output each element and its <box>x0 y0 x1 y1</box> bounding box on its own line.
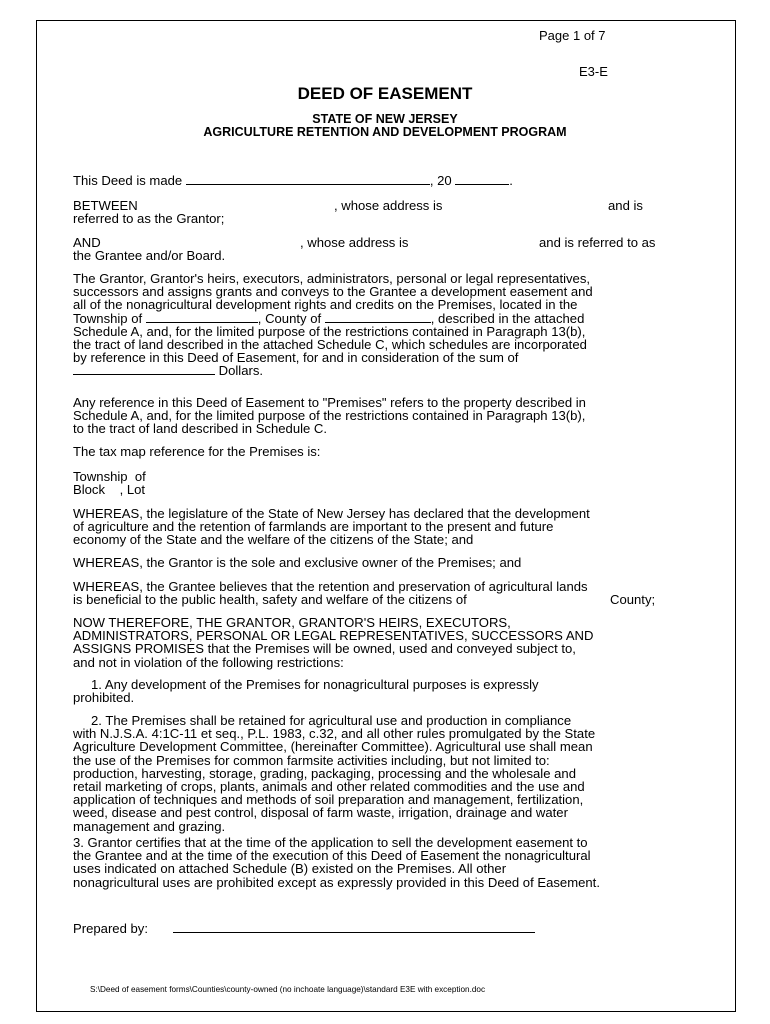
grantor-address-label: , whose address is <box>334 198 443 213</box>
tax-map-block-lot: Block , Lot <box>73 482 146 497</box>
subtitle-program: AGRICULTURE RETENTION AND DEVELOPMENT PROGRAM <box>203 125 567 139</box>
restriction-2: 2. The Premises shall be retained for agricultural use and production in compliance with N.J.S.A. 4:1C-11 et seq., P.L. 1983, c.32, and all other rules promulgated by the State Agriculture Development Committee, (hereinafter Committee). Agricultural use shall mean the use of the Premises for common farmsite activities including, but not limited to: production, harvesting, storage, grading, packaging, processing and the wholesale and retail marketing of crops, plants, animals and other related commodities and the use and application of techniques and methods of soil preparation and management, fertilization, weed, disease and pest control, disposal of farm waste, irrigation, drainage and water management and grazing. <box>73 713 596 834</box>
grantor-and-is: and is <box>608 198 643 213</box>
tax-map-township: Township of <box>73 469 146 484</box>
and-label: AND <box>73 235 101 250</box>
grantee-address-label: , whose address is <box>300 235 409 250</box>
grantee-line2: the Grantee and/or Board. <box>73 248 226 263</box>
whereas-grantee: WHEREAS, the Grantee believes that the retention and preservation of agricultural lands is beneficial to the public health, safety and welfare of the citizens of County; <box>73 579 656 608</box>
whereas-owner: WHEREAS, the Grantor is the sole and exclusive owner of the Premises; and <box>73 555 522 570</box>
restriction-1: 1. Any development of the Premises for nonagricultural purposes is expressly prohibited. <box>73 677 539 706</box>
grantor-line2: referred to as the Grantor; <box>73 211 225 226</box>
form-code: E3-E <box>579 64 608 79</box>
county-field[interactable] <box>325 312 431 323</box>
restriction-3: 3. Grantor certifies that at the time of the application to sell the development easement to the Grantee and at the time of the execution of this Deed of Easement the nonagricultural uses indicated on attached Schedule (B) existed on the Premises. All other nonagricultural uses are prohibited except as expressly provided in this Deed of Easement. <box>73 835 600 890</box>
township-field[interactable] <box>146 312 258 323</box>
grant-paragraph: The Grantor, Grantor's heirs, executors, administrators, personal or legal representatives, successors and assigns grants and conveys to the Grantee a development easement and all of the nonagricultural development rights and credits on the Premises, located in the Township of , County of , described in the attached Schedule A, and, for the limited purpose of the restrictions contained in Paragraph 13(b), the tract of land described in the attached Schedule C, which schedules are incorporated by reference in this Deed of Easement, for and in consideration of the sum of Dollars. <box>73 271 593 379</box>
footer-file-path: S:\Deed of easement forms\Counties\county-owned (no inchoate language)\standard E3E with exception.doc <box>90 985 486 994</box>
consideration-amount-field[interactable] <box>73 364 215 375</box>
prepared-by-field[interactable] <box>173 932 535 933</box>
grantee-and-is: and is referred to as <box>539 235 656 250</box>
tax-map-intro: The tax map reference for the Premises is: <box>73 444 321 459</box>
deed-made-label: This Deed is made <box>73 173 183 188</box>
deed-date-field[interactable] <box>186 174 430 185</box>
between-label: BETWEEN <box>73 198 138 213</box>
subtitle-state: STATE OF NEW JERSEY <box>312 112 458 126</box>
whereas-legislature: WHEREAS, the legislature of the State of New Jersey has declared that the development of agriculture and the retention of farmlands are important to the present and future economy of the State and the welfare of the citizens of the State; and <box>73 506 590 548</box>
now-therefore-paragraph: NOW THEREFORE, THE GRANTOR, GRANTOR'S HEIRS, EXECUTORS, ADMINISTRATORS, PERSONAL OR LEGAL REPRESENTATIVES, SUCCESSORS AND ASSIGNS PROMISES that the Premises will be owned, used and conveyed subject to, and not in violation of the following restrictions: <box>73 615 594 670</box>
year-prefix: , 20 <box>429 173 452 188</box>
premises-reference-paragraph: Any reference in this Deed of Easement to "Premises" refers to the property described in Schedule A, and, for the limited purpose of the restrictions contained in Paragraph 13(b), to the tract of land described in Schedule C. <box>73 395 586 437</box>
prepared-by-label: Prepared by: <box>73 921 148 936</box>
page-number: Page 1 of 7 <box>539 28 606 43</box>
deed-date-line: This Deed is made , 20 . <box>73 173 513 188</box>
deed-year-field[interactable] <box>455 174 509 185</box>
document-title: DEED OF EASEMENT <box>297 84 473 103</box>
